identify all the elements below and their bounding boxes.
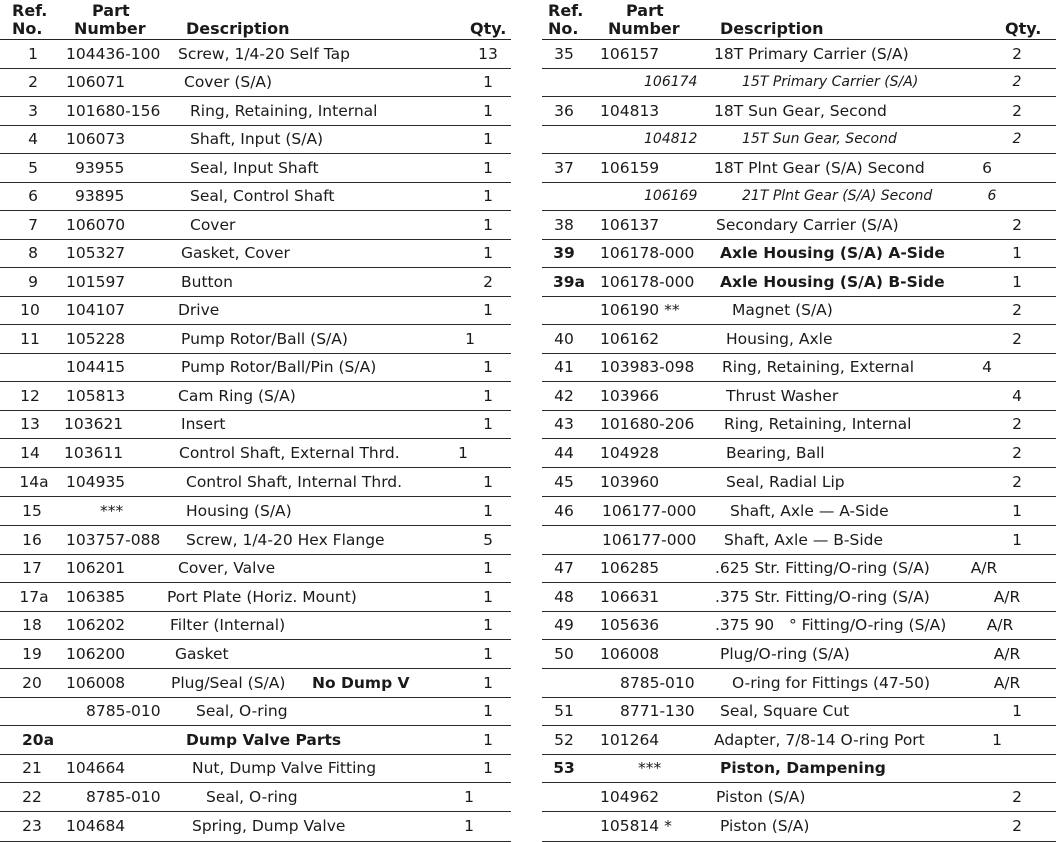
table-header (0, 0, 511, 40)
part-description: Spring, Dump Valve (192, 817, 346, 835)
ref-number: 3 (28, 101, 38, 120)
part-description: Axle Housing (S/A) B-Side (720, 272, 945, 291)
table-row (542, 497, 1056, 526)
quantity: 1 (483, 415, 493, 434)
ref-number: 10 (20, 301, 40, 320)
quantity: 2 (1012, 444, 1022, 462)
ref-number: 40 (554, 329, 574, 348)
part-description: Adapter, 7/8-14 O-ring Port (714, 730, 925, 749)
ref-header-line2: No. (548, 19, 579, 38)
quantity: 1 (483, 730, 493, 749)
part-number: 104928 (600, 444, 660, 462)
quantity: 2 (1012, 101, 1022, 120)
part-number: 101680-156 (66, 101, 161, 120)
part-description: Plug/O-ring (S/A) (720, 644, 850, 663)
ref-number: 41 (554, 358, 574, 377)
quantity: 4 (982, 358, 992, 377)
ref-number: 6 (28, 187, 38, 206)
quantity: 1 (483, 101, 493, 120)
quantity: 2 (1012, 817, 1022, 835)
quantity: 1 (483, 759, 493, 778)
quantity: 2 (1012, 473, 1022, 491)
quantity: 2 (1012, 215, 1022, 234)
ref-number: 46 (554, 502, 574, 520)
part-description: Axle Housing (S/A) A-Side (720, 244, 945, 263)
part-description: Cover, Valve (178, 559, 276, 578)
ref-number: 43 (554, 415, 574, 434)
table-row (542, 526, 1056, 555)
quantity: 1 (483, 644, 493, 663)
part-description: Cover (S/A) (184, 73, 273, 92)
part-description: Housing (S/A) (186, 502, 292, 520)
ref-header-line1: Ref. (12, 1, 48, 20)
part-description: Plug/Seal (S/A) (171, 673, 286, 692)
part-number: 93955 (75, 158, 125, 177)
table-row (542, 40, 1056, 69)
quantity: 13 (478, 44, 498, 63)
table-row (0, 439, 511, 468)
table-row (542, 325, 1056, 354)
table-row (542, 240, 1056, 269)
parts-table-left (0, 0, 511, 842)
part-description: Piston, Dampening (720, 759, 886, 778)
ref-number: 4 (28, 130, 38, 149)
ref-number: 2 (28, 73, 38, 92)
part-description: Housing, Axle (726, 329, 833, 348)
part-number: 103960 (600, 473, 660, 491)
ref-number: 37 (554, 158, 574, 177)
table-row (0, 755, 511, 784)
part-number: 103966 (600, 386, 660, 405)
part-description: Piston (S/A) (720, 817, 810, 835)
quantity: 1 (483, 587, 493, 606)
ref-number: 7 (28, 215, 38, 234)
table-row (542, 555, 1056, 584)
ref-number: 39a (552, 272, 586, 291)
part-description: Bearing, Ball (726, 444, 825, 462)
part-description: Cam Ring (S/A) (178, 386, 296, 405)
parts-table-right (542, 0, 1056, 842)
part-number: 106008 (600, 644, 660, 663)
quantity: 2 (1012, 415, 1022, 434)
ref-number: 13 (20, 415, 40, 434)
part-number: 106177-000 (602, 530, 697, 549)
part-number: 101597 (66, 272, 126, 291)
part-number: 104935 (66, 473, 126, 491)
ref-number: 23 (22, 817, 42, 835)
table-row (0, 669, 511, 698)
ref-number: 1 (28, 44, 38, 63)
part-description: Drive (178, 301, 220, 320)
ref-number: 44 (554, 444, 574, 462)
part-description: Shaft, Axle — A-Side (730, 502, 889, 520)
ref-number: 14 (20, 444, 40, 462)
quantity: 1 (483, 215, 493, 234)
part-number: 106071 (66, 73, 126, 92)
part-number: 106631 (600, 587, 660, 606)
table-row (0, 555, 511, 584)
table-row (542, 297, 1056, 326)
table-row (542, 268, 1056, 297)
part-number: 105228 (66, 329, 126, 348)
ref-header-line1: Ref. (548, 1, 584, 20)
table-row (0, 726, 511, 755)
part-description: .625 Str. Fitting/O-ring (S/A) (715, 559, 930, 578)
quantity: A/R (993, 587, 1021, 606)
part-number: 106159 (600, 158, 660, 177)
ref-number: 17a (19, 587, 49, 606)
part-description: Nut, Dump Valve Fitting (192, 759, 377, 778)
table-row (0, 698, 511, 727)
table-row (0, 97, 511, 126)
table-row (542, 640, 1056, 669)
ref-header-line2: No. (12, 19, 43, 38)
quantity: 1 (1012, 702, 1022, 721)
table-row (0, 411, 511, 440)
part-description: Cover (190, 215, 236, 234)
part-description: 18T Sun Gear, Second (714, 101, 887, 120)
part-description: Thrust Washer (726, 386, 839, 405)
part-description: 15T Primary Carrier (S/A) (742, 74, 919, 91)
part-number: 106201 (66, 559, 126, 578)
table-row (0, 211, 511, 240)
ref-number: 20 (22, 673, 42, 692)
part-number: 104664 (66, 759, 126, 778)
part-number: 104812 (644, 131, 698, 148)
part-description: Magnet (S/A) (732, 301, 833, 320)
ref-number: 5 (28, 158, 38, 177)
part-number: 106178-000 (600, 244, 695, 263)
part-note: No Dump V (312, 673, 410, 692)
table-row (542, 612, 1056, 641)
ref-number: 53 (553, 759, 575, 778)
quantity: 2 (1012, 329, 1022, 348)
table-row (0, 268, 511, 297)
quantity: 5 (483, 530, 493, 549)
part-number: 106169 (644, 188, 698, 205)
table-row (542, 211, 1056, 240)
quantity: 2 (1012, 44, 1022, 63)
description-header: Description (186, 19, 290, 38)
parts-list-right (542, 40, 1056, 842)
ref-number: 12 (20, 386, 40, 405)
part-description: .375 90 ° Fitting/O-ring (S/A) (715, 616, 947, 635)
part-number: 106174 (644, 74, 698, 91)
quantity: 1 (483, 702, 493, 721)
quantity: 1 (483, 158, 493, 177)
part-description: Ring, Retaining, Internal (724, 415, 912, 434)
quantity: 1 (1012, 244, 1022, 263)
part-description: Port Plate (Horiz. Mount) (167, 587, 357, 606)
table-row (542, 69, 1056, 98)
part-number: 103983-098 (600, 358, 695, 377)
part-number: *** (100, 502, 124, 520)
table-row (0, 40, 511, 69)
table-row (0, 354, 511, 383)
part-description: .375 Str. Fitting/O-ring (S/A) (715, 587, 930, 606)
ref-number: 15 (22, 502, 42, 520)
part-header-line2: Number (74, 19, 146, 38)
quantity: 2 (1012, 131, 1022, 148)
part-description: 18T Primary Carrier (S/A) (714, 44, 909, 63)
part-description: Screw, 1/4-20 Self Tap (178, 44, 350, 63)
part-number: 104962 (600, 787, 660, 806)
ref-number: 14a (19, 473, 49, 491)
part-header-line1: Part (626, 1, 664, 20)
table-row (0, 382, 511, 411)
part-number: 101680-206 (600, 415, 695, 434)
quantity: 1 (458, 444, 468, 462)
ref-number: 42 (554, 386, 574, 405)
quantity: 2 (1012, 301, 1022, 320)
quantity: 6 (987, 188, 997, 205)
ref-number: 19 (22, 644, 42, 663)
part-number: 104436-100 (66, 44, 161, 63)
ref-number: 50 (554, 644, 574, 663)
part-number: 101264 (600, 730, 660, 749)
table-row (0, 612, 511, 641)
table-row (542, 411, 1056, 440)
table-row (542, 382, 1056, 411)
part-description: 18T Plnt Gear (S/A) Second (714, 158, 925, 177)
part-description: 15T Sun Gear, Second (742, 131, 897, 148)
ref-number: 36 (554, 101, 574, 120)
part-description: Insert (181, 415, 226, 434)
table-row (542, 97, 1056, 126)
part-number: 106137 (600, 215, 660, 234)
part-number: 104813 (600, 101, 660, 120)
quantity: 1 (1012, 272, 1022, 291)
part-number: 106385 (66, 587, 126, 606)
part-description: Shaft, Input (S/A) (190, 130, 324, 149)
part-number: 106157 (600, 44, 660, 63)
part-number: 106190 ** (600, 301, 680, 320)
part-number: *** (638, 759, 662, 778)
quantity: 1 (483, 301, 493, 320)
part-description: 21T Plnt Gear (S/A) Second (742, 188, 933, 205)
table-row (0, 640, 511, 669)
ref-number: 39 (553, 244, 575, 263)
parts-list-left (0, 40, 511, 842)
ref-number: 9 (28, 272, 38, 291)
quantity: 1 (1012, 530, 1022, 549)
part-description: Seal, Radial Lip (726, 473, 845, 491)
ref-number: 35 (554, 44, 574, 63)
quantity: 1 (464, 787, 474, 806)
table-row (0, 69, 511, 98)
quantity: 1 (483, 559, 493, 578)
table-row (542, 154, 1056, 183)
part-description: Seal, Control Shaft (190, 187, 335, 206)
table-row (0, 297, 511, 326)
ref-number: 52 (554, 730, 574, 749)
table-row (0, 526, 511, 555)
description-header: Description (720, 19, 824, 38)
quantity: 1 (483, 187, 493, 206)
part-number: 105813 (66, 386, 126, 405)
quantity: 1 (1012, 502, 1022, 520)
ref-number: 51 (554, 702, 574, 721)
part-description: Ring, Retaining, External (722, 358, 915, 377)
part-description: Ring, Retaining, Internal (190, 101, 378, 120)
table-row (542, 783, 1056, 812)
quantity: 1 (483, 358, 493, 377)
table-row (0, 583, 511, 612)
part-description: Button (181, 272, 233, 291)
quantity: 1 (483, 502, 493, 520)
quantity: A/R (993, 673, 1021, 692)
part-description: Filter (Internal) (170, 616, 286, 635)
quantity: 1 (483, 130, 493, 149)
table-row (0, 783, 511, 812)
part-number: 103621 (64, 415, 124, 434)
table-row (0, 812, 511, 842)
part-description: Seal, O-ring (196, 702, 288, 721)
table-row (542, 669, 1056, 698)
quantity: 2 (1012, 787, 1022, 806)
quantity: 1 (992, 730, 1002, 749)
part-number: 105327 (66, 244, 126, 263)
quantity: 1 (483, 673, 493, 692)
part-description: O-ring for Fittings (47-50) (732, 673, 931, 692)
part-number: 104415 (66, 358, 126, 377)
quantity: 1 (483, 616, 493, 635)
table-row (0, 325, 511, 354)
quantity: 2 (483, 272, 493, 291)
ref-number: 48 (554, 587, 574, 606)
part-header-line2: Number (608, 19, 680, 38)
part-description: Seal, Square Cut (720, 702, 850, 721)
quantity: 4 (1012, 386, 1022, 405)
part-description: Shaft, Axle — B-Side (724, 530, 883, 549)
part-number: 104684 (66, 817, 126, 835)
table-row (542, 698, 1056, 727)
part-header-line1: Part (92, 1, 130, 20)
part-description: Screw, 1/4-20 Hex Flange (186, 530, 385, 549)
ref-number: 21 (22, 759, 42, 778)
quantity: 1 (464, 817, 474, 835)
table-row (542, 583, 1056, 612)
quantity: 1 (483, 73, 493, 92)
ref-number: 45 (554, 473, 574, 491)
quantity: 6 (982, 158, 992, 177)
ref-number: 20a (22, 730, 55, 749)
part-number: 105814 * (600, 817, 672, 835)
part-number: 106073 (66, 130, 126, 149)
ref-number: 22 (22, 787, 42, 806)
quantity: 1 (483, 386, 493, 405)
quantity: 2 (1012, 74, 1022, 91)
part-description: Seal, O-ring (206, 787, 298, 806)
table-header (542, 0, 1056, 40)
table-row (0, 126, 511, 155)
part-number: 8771-130 (620, 702, 695, 721)
part-number: 8785-010 (620, 673, 695, 692)
quantity: A/R (993, 644, 1021, 663)
part-number: 103757-088 (66, 530, 161, 549)
part-description: Dump Valve Parts (186, 730, 342, 749)
qty-header: Qty. (1005, 19, 1042, 38)
table-row (542, 354, 1056, 383)
table-row (542, 726, 1056, 755)
table-row (0, 154, 511, 183)
part-number: 8785-010 (86, 787, 161, 806)
part-number: 106202 (66, 616, 126, 635)
part-number: 93895 (75, 187, 125, 206)
ref-number: 38 (554, 215, 574, 234)
part-number: 8785-010 (86, 702, 161, 721)
part-description: Pump Rotor/Ball (S/A) (181, 329, 348, 348)
part-description: Control Shaft, External Thrd. (179, 444, 400, 462)
part-number: 106200 (66, 644, 126, 663)
part-number: 105636 (600, 616, 660, 635)
ref-number: 8 (28, 244, 38, 263)
table-row (0, 468, 511, 497)
part-description: Secondary Carrier (S/A) (716, 215, 899, 234)
part-number: 106177-000 (602, 502, 697, 520)
ref-number: 47 (554, 559, 574, 578)
table-row (0, 183, 511, 212)
part-description: Control Shaft, Internal Thrd. (186, 473, 403, 491)
part-description: Piston (S/A) (716, 787, 806, 806)
part-description: Seal, Input Shaft (190, 158, 319, 177)
table-row (542, 183, 1056, 212)
table-row (0, 240, 511, 269)
quantity: A/R (986, 616, 1014, 635)
quantity: 1 (465, 329, 475, 348)
part-number: 106008 (66, 673, 126, 692)
part-description: Gasket, Cover (181, 244, 290, 263)
qty-header: Qty. (470, 19, 507, 38)
ref-number: 18 (22, 616, 42, 635)
part-number: 106285 (600, 559, 660, 578)
part-number: 106070 (66, 215, 126, 234)
quantity: 1 (483, 244, 493, 263)
part-description: Pump Rotor/Ball/Pin (S/A) (181, 358, 377, 377)
part-number: 106178-000 (600, 272, 695, 291)
part-description: Gasket (175, 644, 229, 663)
ref-number: 17 (22, 559, 42, 578)
table-row (542, 755, 1056, 784)
quantity: A/R (970, 559, 998, 578)
table-row (542, 468, 1056, 497)
part-number: 104107 (66, 301, 126, 320)
ref-number: 49 (554, 616, 574, 635)
table-row (542, 439, 1056, 468)
ref-number: 16 (22, 530, 42, 549)
ref-number: 11 (20, 329, 40, 348)
table-row (542, 812, 1056, 842)
table-row (542, 126, 1056, 155)
table-row (0, 497, 511, 526)
quantity: 1 (483, 473, 493, 491)
part-number: 106162 (600, 329, 660, 348)
part-number: 103611 (64, 444, 124, 462)
